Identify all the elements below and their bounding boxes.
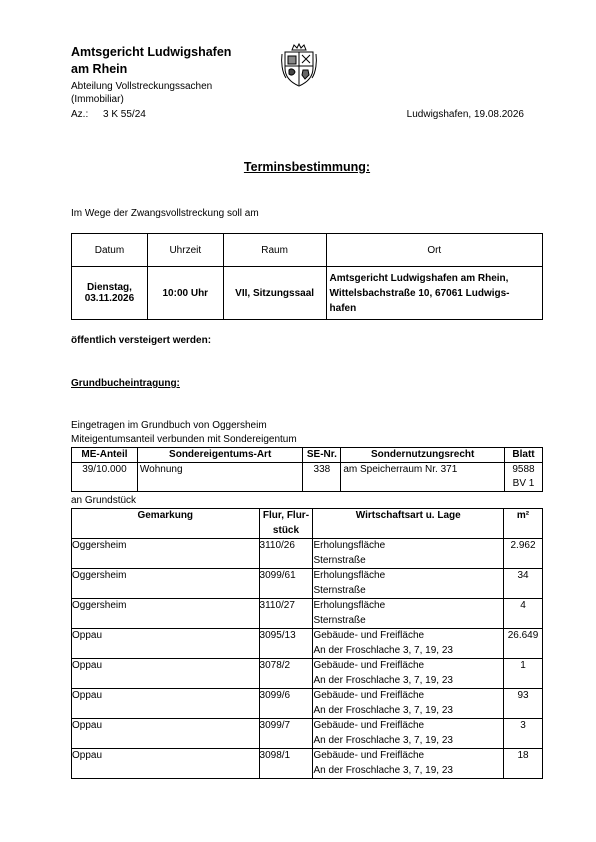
area-cell: 2.962 — [504, 539, 543, 569]
lage-text: An der Froschlache 3, 7, 19, 23 — [313, 674, 453, 686]
lage-text: An der Froschlache 3, 7, 19, 23 — [313, 734, 453, 746]
header-uhrzeit: Uhrzeit — [147, 234, 223, 267]
intro-text: Im Wege der Zwangsvollstreckung soll am — [71, 208, 259, 219]
appointment-header-row — [72, 234, 543, 267]
gemarkung-cell: Oppau — [72, 719, 260, 749]
flur-cell: 3099/7 — [259, 719, 313, 749]
header-raum: Raum — [223, 234, 326, 267]
wirtschaftsart-cell — [313, 749, 504, 779]
lage-text: An der Froschlache 3, 7, 19, 23 — [313, 644, 453, 656]
court-name — [71, 44, 231, 78]
header-sondernutzungsrecht: Sondernutzungsrecht — [341, 448, 505, 463]
lage-text: Sternstraße — [313, 584, 366, 596]
wirtschaftsart-cell — [313, 719, 504, 749]
header-flur-line2: stück — [272, 524, 300, 536]
an-grundstueck-label: an Grundstück — [71, 495, 137, 506]
table-row — [72, 629, 543, 659]
appointment-time: 10:00 Uhr — [147, 267, 223, 320]
wirtschaftsart-text: Gebäude- und Freifläche — [313, 690, 425, 701]
blatt — [505, 463, 543, 492]
appointment-place-line1: Amtsgericht Ludwigshafen am Rhein, — [329, 272, 509, 284]
sondereigentums-art: Wohnung — [137, 463, 303, 492]
gemarkung-cell: Oppau — [72, 689, 260, 719]
header-wirtschaftsart: Wirtschaftsart u. Lage — [313, 509, 504, 539]
department-line2: (Immobiliar) — [71, 94, 124, 105]
table-row — [72, 659, 543, 689]
area-cell: 93 — [504, 689, 543, 719]
court-name-line2: am Rhein — [71, 62, 128, 76]
flur-cell: 3078/2 — [259, 659, 313, 689]
appointment-row — [72, 267, 543, 320]
coat-of-arms-icon — [280, 42, 318, 88]
page-title: Terminsbestimmung: — [243, 160, 371, 174]
gemarkung-cell: Oggersheim — [72, 599, 260, 629]
entry-line2: Miteigentumsanteil verbunden mit Sondereigentum — [71, 434, 297, 445]
sondernutzungsrecht: am Speicherraum Nr. 371 — [341, 463, 505, 492]
wirtschaftsart-text: Gebäude- und Freifläche — [313, 660, 425, 671]
lage-text: An der Froschlache 3, 7, 19, 23 — [313, 704, 453, 716]
se-nr: 338 — [303, 463, 341, 492]
grundbuch-heading: Grundbucheintragung: — [71, 378, 180, 389]
table-row — [72, 539, 543, 569]
appointment-place-line3: hafen — [329, 302, 357, 314]
wirtschaftsart-text: Erholungsfläche — [313, 540, 386, 551]
appointment-date — [72, 267, 148, 320]
blatt-line2: BV 1 — [512, 478, 535, 489]
department — [71, 80, 212, 106]
wirtschaftsart-cell — [313, 689, 504, 719]
header-me-anteil: ME-Anteil — [72, 448, 138, 463]
plots-header-row — [72, 509, 543, 539]
wirtschaftsart-cell — [313, 659, 504, 689]
wirtschaftsart-text: Gebäude- und Freifläche — [313, 630, 425, 641]
entry-line1: Eingetragen im Grundbuch von Oggersheim — [71, 420, 267, 431]
wirtschaftsart-text: Erholungsfläche — [313, 600, 386, 611]
appointment-place — [326, 267, 542, 320]
header-area: m² — [504, 509, 543, 539]
gemarkung-cell: Oppau — [72, 629, 260, 659]
co-ownership-header-row — [72, 448, 543, 463]
area-cell: 4 — [504, 599, 543, 629]
lage-text: Sternstraße — [313, 614, 366, 626]
lage-text: Sternstraße — [313, 554, 366, 566]
flur-cell: 3110/26 — [259, 539, 313, 569]
table-row — [72, 599, 543, 629]
table-row — [72, 569, 543, 599]
co-ownership-row — [72, 463, 543, 492]
flur-cell: 3110/27 — [259, 599, 313, 629]
table-row — [72, 749, 543, 779]
closing-text: öffentlich versteigert werden: — [71, 335, 212, 346]
header-flur — [259, 509, 313, 539]
wirtschaftsart-cell — [313, 539, 504, 569]
plots-table — [71, 508, 543, 779]
wirtschaftsart-cell — [313, 629, 504, 659]
appointment-date-value: 03.11.2026 — [84, 293, 135, 304]
wirtschaftsart-text: Gebäude- und Freifläche — [313, 750, 425, 761]
area-cell: 1 — [504, 659, 543, 689]
header-gemarkung: Gemarkung — [72, 509, 260, 539]
flur-cell: 3095/13 — [259, 629, 313, 659]
header-blatt: Blatt — [505, 448, 543, 463]
area-cell: 18 — [504, 749, 543, 779]
header-se-nr: SE-Nr. — [303, 448, 341, 463]
case-number: 3 K 55/24 — [103, 109, 146, 120]
wirtschaftsart-cell — [313, 569, 504, 599]
flur-cell: 3098/1 — [259, 749, 313, 779]
co-ownership-table — [71, 447, 543, 492]
wirtschaftsart-text: Gebäude- und Freifläche — [313, 720, 425, 731]
department-line1: Abteilung Vollstreckungssachen — [71, 81, 213, 92]
flur-cell: 3099/61 — [259, 569, 313, 599]
wirtschaftsart-cell — [313, 599, 504, 629]
appointment-place-line2: Wittelsbachstraße 10, 67061 Ludwigs- — [329, 287, 510, 299]
area-cell: 3 — [504, 719, 543, 749]
wirtschaftsart-text: Erholungsfläche — [313, 570, 386, 581]
court-name-line1: Amtsgericht Ludwigshafen — [71, 45, 232, 59]
case-number-label: Az.: — [71, 109, 89, 120]
appointment-room: VII, Sitzungssaal — [223, 267, 326, 320]
gemarkung-cell: Oggersheim — [72, 569, 260, 599]
lage-text: An der Froschlache 3, 7, 19, 23 — [313, 764, 453, 776]
blatt-line1: 9588 — [512, 464, 535, 475]
gemarkung-cell: Oggersheim — [72, 539, 260, 569]
header-ort: Ort — [326, 234, 542, 267]
table-row — [72, 719, 543, 749]
flur-cell: 3099/6 — [259, 689, 313, 719]
me-anteil: 39/10.000 — [72, 463, 138, 492]
place-and-date: Ludwigshafen, 19.08.2026 — [406, 109, 524, 120]
header-sondereigentums-art: Sondereigentums-Art — [137, 448, 303, 463]
appointment-weekday: Dienstag, — [86, 282, 132, 293]
gemarkung-cell: Oppau — [72, 749, 260, 779]
area-cell: 26.649 — [504, 629, 543, 659]
gemarkung-cell: Oppau — [72, 659, 260, 689]
header-flur-line1: Flur, Flur- — [262, 510, 310, 521]
appointment-table — [71, 233, 543, 320]
table-row — [72, 689, 543, 719]
header-datum: Datum — [72, 234, 148, 267]
area-cell: 34 — [504, 569, 543, 599]
